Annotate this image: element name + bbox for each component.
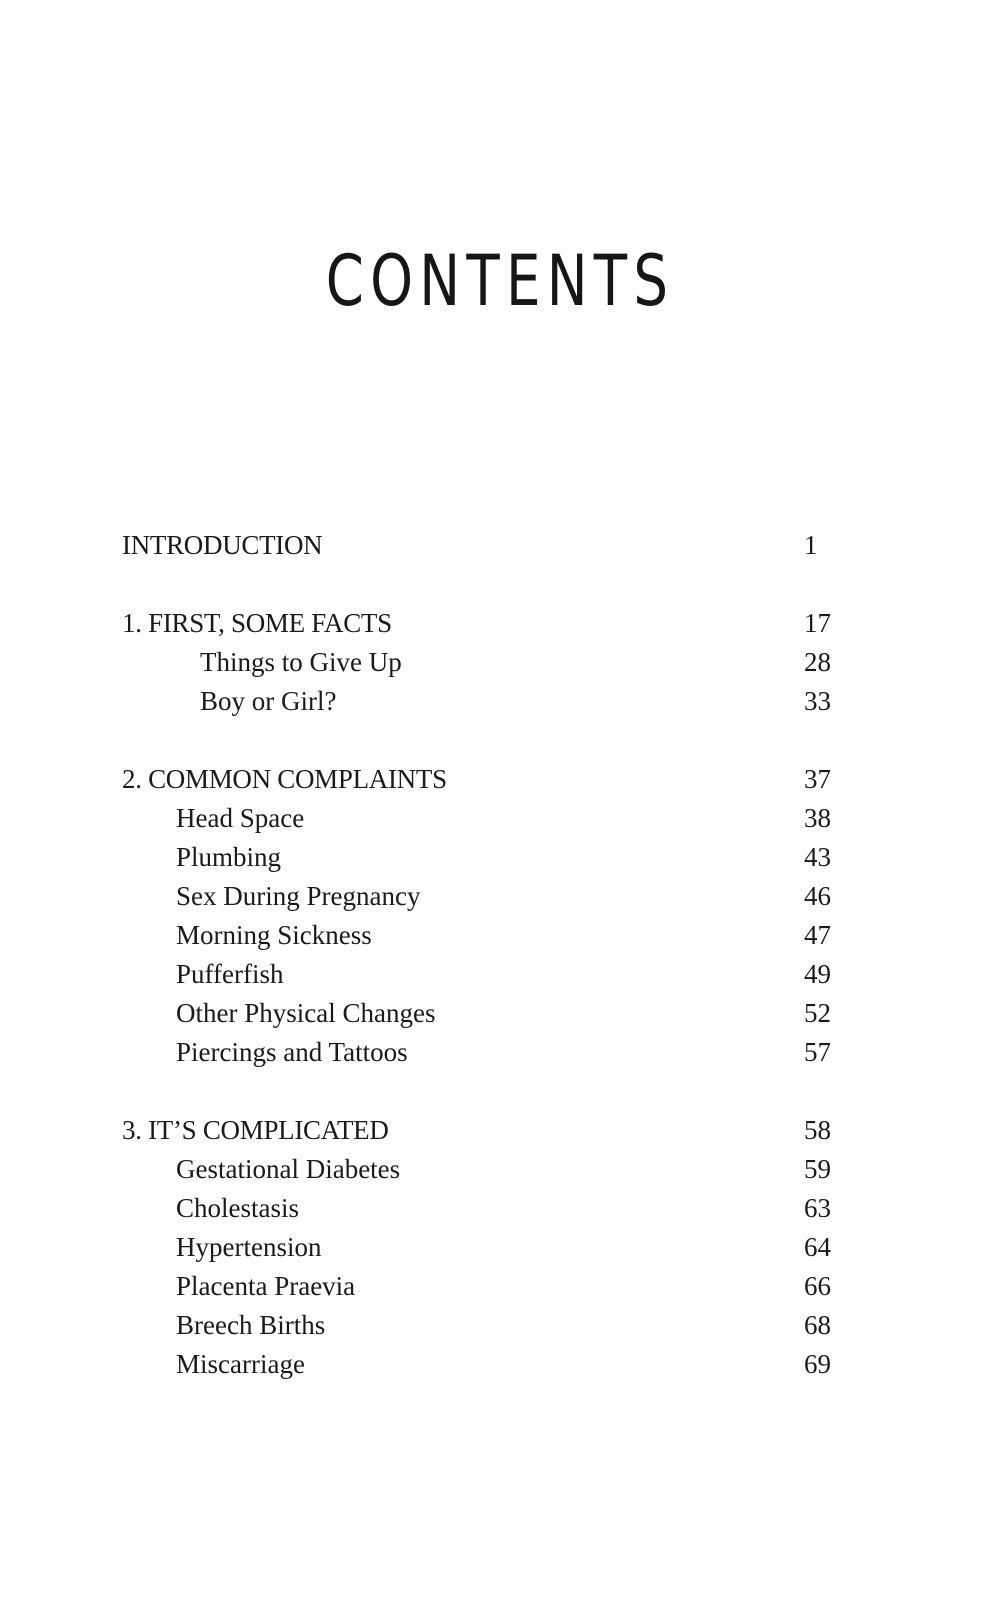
toc-entry-label: Piercings and Tattoos — [176, 1037, 408, 1067]
toc-entry-introduction[interactable] — [122, 526, 844, 565]
toc-entry-page: 47 — [804, 920, 831, 950]
table-of-contents — [122, 526, 844, 1423]
toc-entry[interactable] — [122, 643, 844, 682]
toc-entry[interactable] — [122, 682, 844, 721]
toc-entry-label: Boy or Girl? — [200, 686, 337, 716]
toc-chapter-page: 37 — [804, 764, 831, 794]
toc-entry-page: 66 — [804, 1271, 831, 1301]
toc-chapter-page: 17 — [804, 608, 831, 638]
toc-entry[interactable] — [122, 877, 844, 916]
toc-entry[interactable] — [122, 916, 844, 955]
toc-entry-label: Cholestasis — [176, 1193, 300, 1223]
toc-entry-page: 1 — [804, 530, 818, 560]
toc-entry-page: 64 — [804, 1232, 831, 1262]
toc-entry[interactable] — [122, 799, 844, 838]
toc-entry-label: INTRODUCTION — [122, 530, 323, 560]
toc-chapter-1[interactable] — [122, 604, 844, 643]
toc-chapter-label: 1. FIRST, SOME FACTS — [122, 608, 392, 638]
toc-entry-page: 46 — [804, 881, 831, 911]
toc-entry-label: Plumbing — [176, 842, 282, 872]
toc-entry-label: Hypertension — [176, 1232, 322, 1262]
toc-section-chapter-3 — [122, 1111, 844, 1384]
toc-chapter-2[interactable] — [122, 760, 844, 799]
toc-entry[interactable] — [122, 1228, 844, 1267]
toc-entry[interactable] — [122, 1150, 844, 1189]
toc-entry-label: Miscarriage — [176, 1349, 305, 1379]
page-title: CONTENTS — [325, 240, 675, 322]
toc-chapter-page: 58 — [804, 1115, 831, 1145]
toc-section-introduction — [122, 526, 844, 565]
toc-entry[interactable] — [122, 994, 844, 1033]
toc-section-chapter-2 — [122, 760, 844, 1072]
toc-entry-label: Pufferfish — [176, 959, 284, 989]
toc-entry-label: Morning Sickness — [176, 920, 372, 950]
toc-entry-page: 59 — [804, 1154, 831, 1184]
toc-chapter-3[interactable] — [122, 1111, 844, 1150]
toc-entry[interactable] — [122, 1267, 844, 1306]
toc-entry[interactable] — [122, 1306, 844, 1345]
toc-entry-label: Other Physical Changes — [176, 998, 436, 1028]
toc-entry[interactable] — [122, 1345, 844, 1384]
toc-chapter-label: 3. IT’S COMPLICATED — [122, 1115, 389, 1145]
toc-entry[interactable] — [122, 1189, 844, 1228]
toc-entry-page: 57 — [804, 1037, 831, 1067]
toc-entry-page: 63 — [804, 1193, 831, 1223]
toc-entry-label: Gestational Diabetes — [176, 1154, 401, 1184]
toc-section-chapter-1 — [122, 604, 844, 721]
toc-entry-label: Head Space — [176, 803, 305, 833]
toc-entry-label: Placenta Praevia — [176, 1271, 356, 1301]
toc-entry-label: Breech Births — [176, 1310, 326, 1340]
toc-entry-page: 49 — [804, 959, 831, 989]
toc-entry-page: 43 — [804, 842, 831, 872]
toc-entry-page: 38 — [804, 803, 831, 833]
toc-entry[interactable] — [122, 955, 844, 994]
toc-entry-page: 68 — [804, 1310, 831, 1340]
toc-entry[interactable] — [122, 1033, 844, 1072]
toc-entry-label: Things to Give Up — [200, 647, 402, 677]
toc-entry-page: 33 — [804, 686, 831, 716]
toc-entry-page: 28 — [804, 647, 831, 677]
toc-entry-page: 69 — [804, 1349, 831, 1379]
toc-entry[interactable] — [122, 838, 844, 877]
toc-chapter-label: 2. COMMON COMPLAINTS — [122, 764, 447, 794]
toc-entry-page: 52 — [804, 998, 831, 1028]
toc-entry-label: Sex During Pregnancy — [176, 881, 421, 911]
